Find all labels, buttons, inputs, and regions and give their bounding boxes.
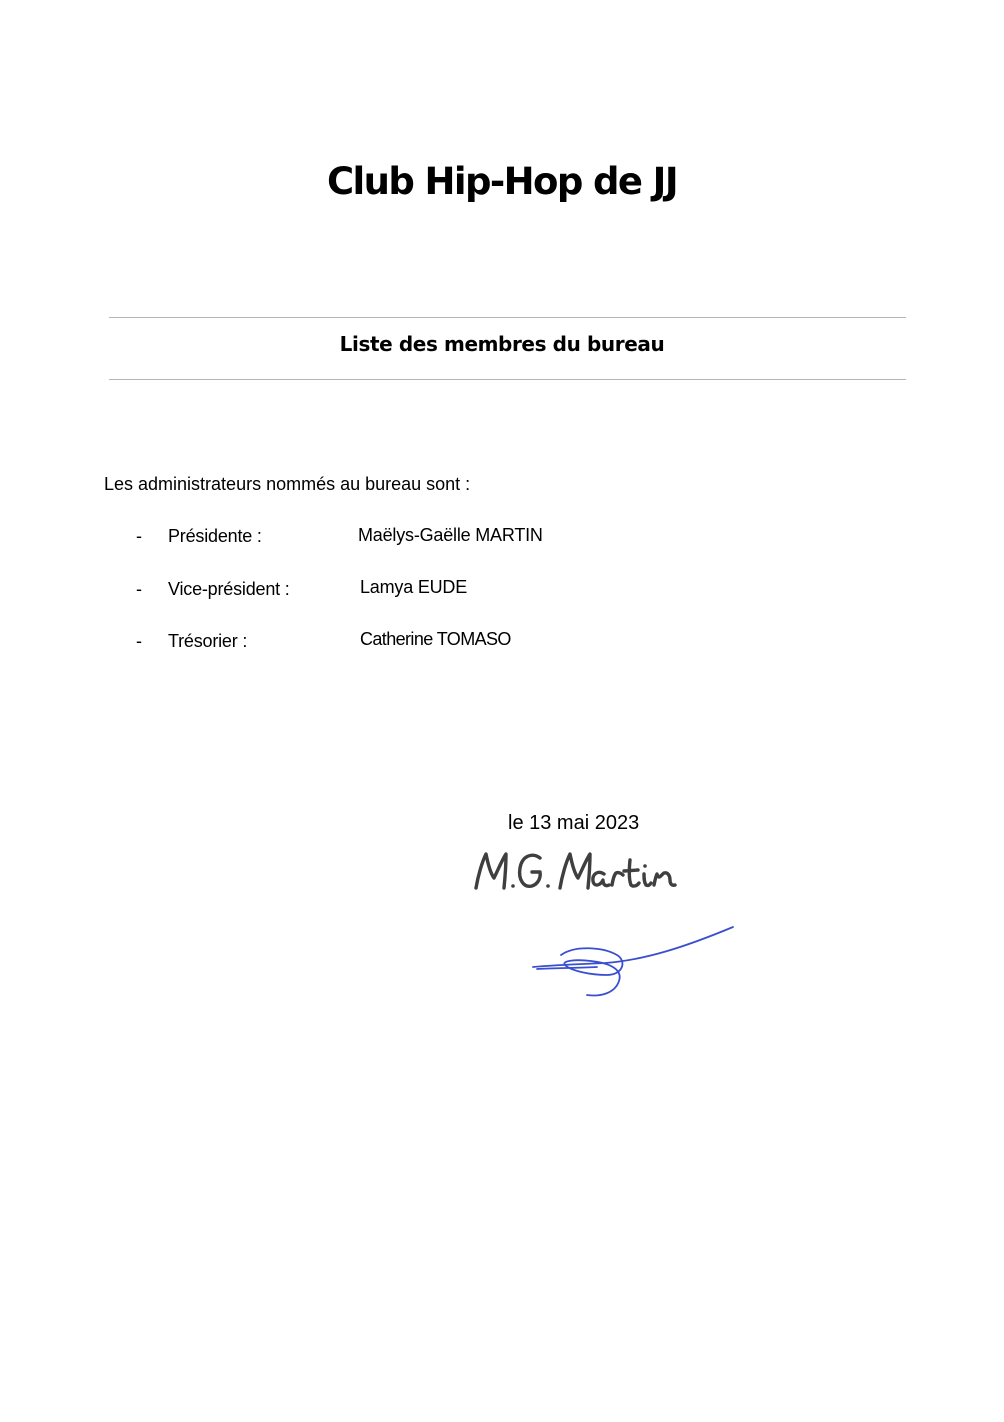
signature-date: le 13 mai 2023: [508, 812, 640, 834]
handwritten-signature-name: [470, 838, 700, 904]
top-divider: [109, 317, 906, 318]
list-item: [0, 626, 700, 656]
bottom-divider: [109, 379, 906, 380]
member-name: Maëlys-Gaëlle MARTIN: [358, 525, 543, 545]
member-name: Catherine TOMASO: [360, 629, 511, 649]
bullet-dash: -: [136, 526, 142, 546]
member-role: Trésorier :: [168, 631, 248, 651]
document-title: Club Hip-Hop de JJ: [327, 160, 677, 203]
handwritten-signature-mark: [525, 915, 740, 1005]
intro-text: Les administrateurs nommés au bureau sont :: [104, 474, 471, 494]
member-role: Présidente :: [168, 526, 262, 546]
list-item: [0, 521, 700, 551]
member-name: Lamya EUDE: [360, 577, 468, 597]
bullet-dash: -: [136, 631, 142, 651]
section-title: Liste des membres du bureau: [339, 332, 665, 356]
member-role: Vice-président :: [168, 579, 290, 599]
bullet-dash: -: [136, 579, 142, 599]
list-item: [0, 574, 700, 604]
